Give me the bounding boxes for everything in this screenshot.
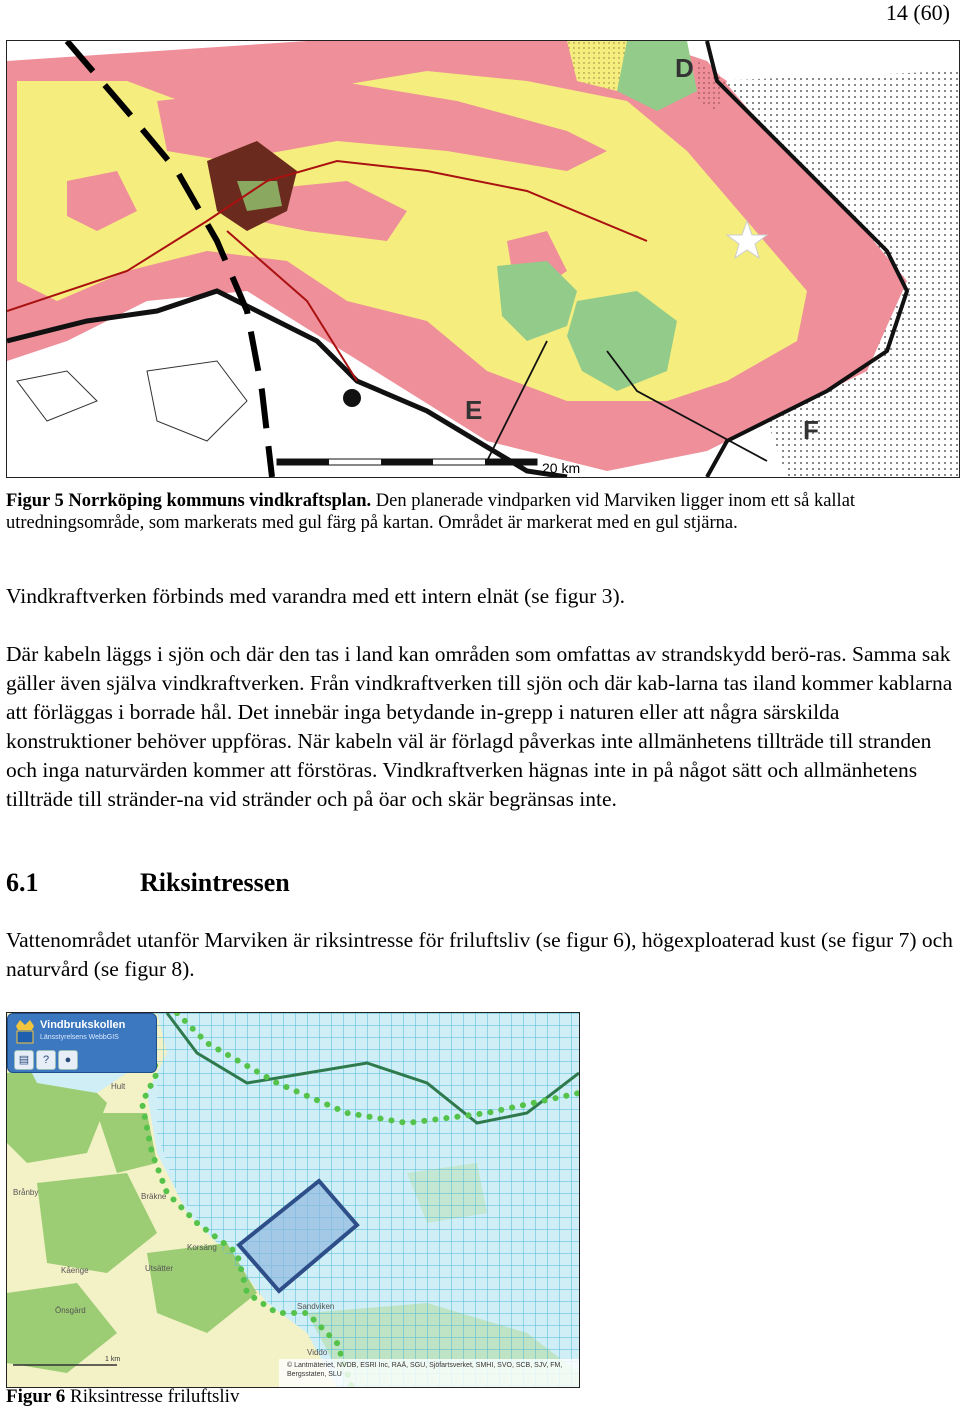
place-kaenge: Kåenge: [61, 1266, 89, 1275]
place-utsatter: Utsätter: [145, 1264, 174, 1273]
app-title: Vindbrukskollen: [40, 1019, 126, 1031]
paragraph-national-interests: Vattenområdet utanför Marviken är riksintresse för friluftsliv (se figur 6), högexploaterad kust (se figur 7) och naturvård (se figur 8).: [6, 928, 953, 981]
paragraph-internal-grid: Vindkraftverken förbinds med varandra med ett intern elnät (se figur 3).: [6, 584, 625, 608]
place-onsgard: Önsgärd: [55, 1306, 86, 1315]
print-icon[interactable]: ▤: [14, 1050, 34, 1070]
page-number: 14 (60): [885, 0, 950, 25]
figure5-text: Den planerade vindparken vid Marviken ligger inom ett så kallat utredningsområde, som markerats med gul färg på kartan. Området är markerat med en gul stjärna.: [6, 491, 856, 533]
place-brakne: Bräkne: [141, 1192, 167, 1201]
figure6-label: Figur 6: [6, 1386, 66, 1407]
county-crown-icon: [14, 1018, 36, 1044]
place-korsang: Korsäng: [187, 1243, 217, 1252]
app-subtitle: Länsstyrelsens WebbGIS: [40, 1034, 119, 1041]
section-heading: [6, 868, 290, 898]
map2-scale-label: 1 km: [105, 1356, 121, 1363]
section-number: 6.1: [6, 868, 39, 897]
place-sandviken: Sandviken: [297, 1302, 335, 1311]
figure5-caption: [6, 490, 954, 534]
recreation-interest-map[interactable]: [6, 1012, 580, 1388]
map1-scale-label: 20 km: [542, 460, 581, 476]
figure6-caption: [6, 1386, 239, 1408]
figure6-text: Riksintresse friluftsliv: [65, 1386, 240, 1407]
figure5-label: Figur 5 Norrköping kommuns vindkraftsplan.: [6, 491, 372, 511]
vindbrukskollen-panel: [7, 1013, 157, 1073]
map2-attribution: © Lantmäteriet, NVDB, ESRI Inc, RAÄ, SGU, Sjöfartsverket, SMHI, SVO, SCB, SJV, FM, Bergsstaten, SLU: [287, 1362, 563, 1378]
place-branby: Brånby: [13, 1188, 39, 1197]
map1-label-e: E: [465, 395, 483, 425]
help-icon[interactable]: ?: [36, 1050, 56, 1070]
section-title: Riksintressen: [140, 868, 290, 897]
map1-label-d: D: [675, 53, 694, 83]
paragraph-cable-shore-protection: Där kabeln läggs i sjön och där den tas i land kan områden som omfattas av strandskydd berö-ras. Samma sak gäller även själva vindkraftverken. Från vindkraftverken till sjön och där kab-larna tas iland kommer kablarna att förläggas i borrade hål. Det innebär inga betydande in-grepp i naturen eller att några särskilda konstruktioner behöver uppföras. När kabeln väl är förlagd påverkas inte allmänhetens tillträde till stranden och inga naturvärden kommer att förstöras. Vindkraftverken hägnas inte in på något sätt och allmänhetens tillträde till stränder-na vid stränder och på öar och skär begränsas inte.: [6, 642, 953, 811]
wind-power-plan-svg: [7, 41, 959, 477]
map1-label-f: F: [803, 415, 819, 445]
place-hult: Hult: [111, 1082, 126, 1091]
place-viddo: Viddo: [307, 1348, 328, 1357]
user-icon[interactable]: ●: [58, 1050, 78, 1070]
wind-power-plan-map: [6, 40, 960, 478]
